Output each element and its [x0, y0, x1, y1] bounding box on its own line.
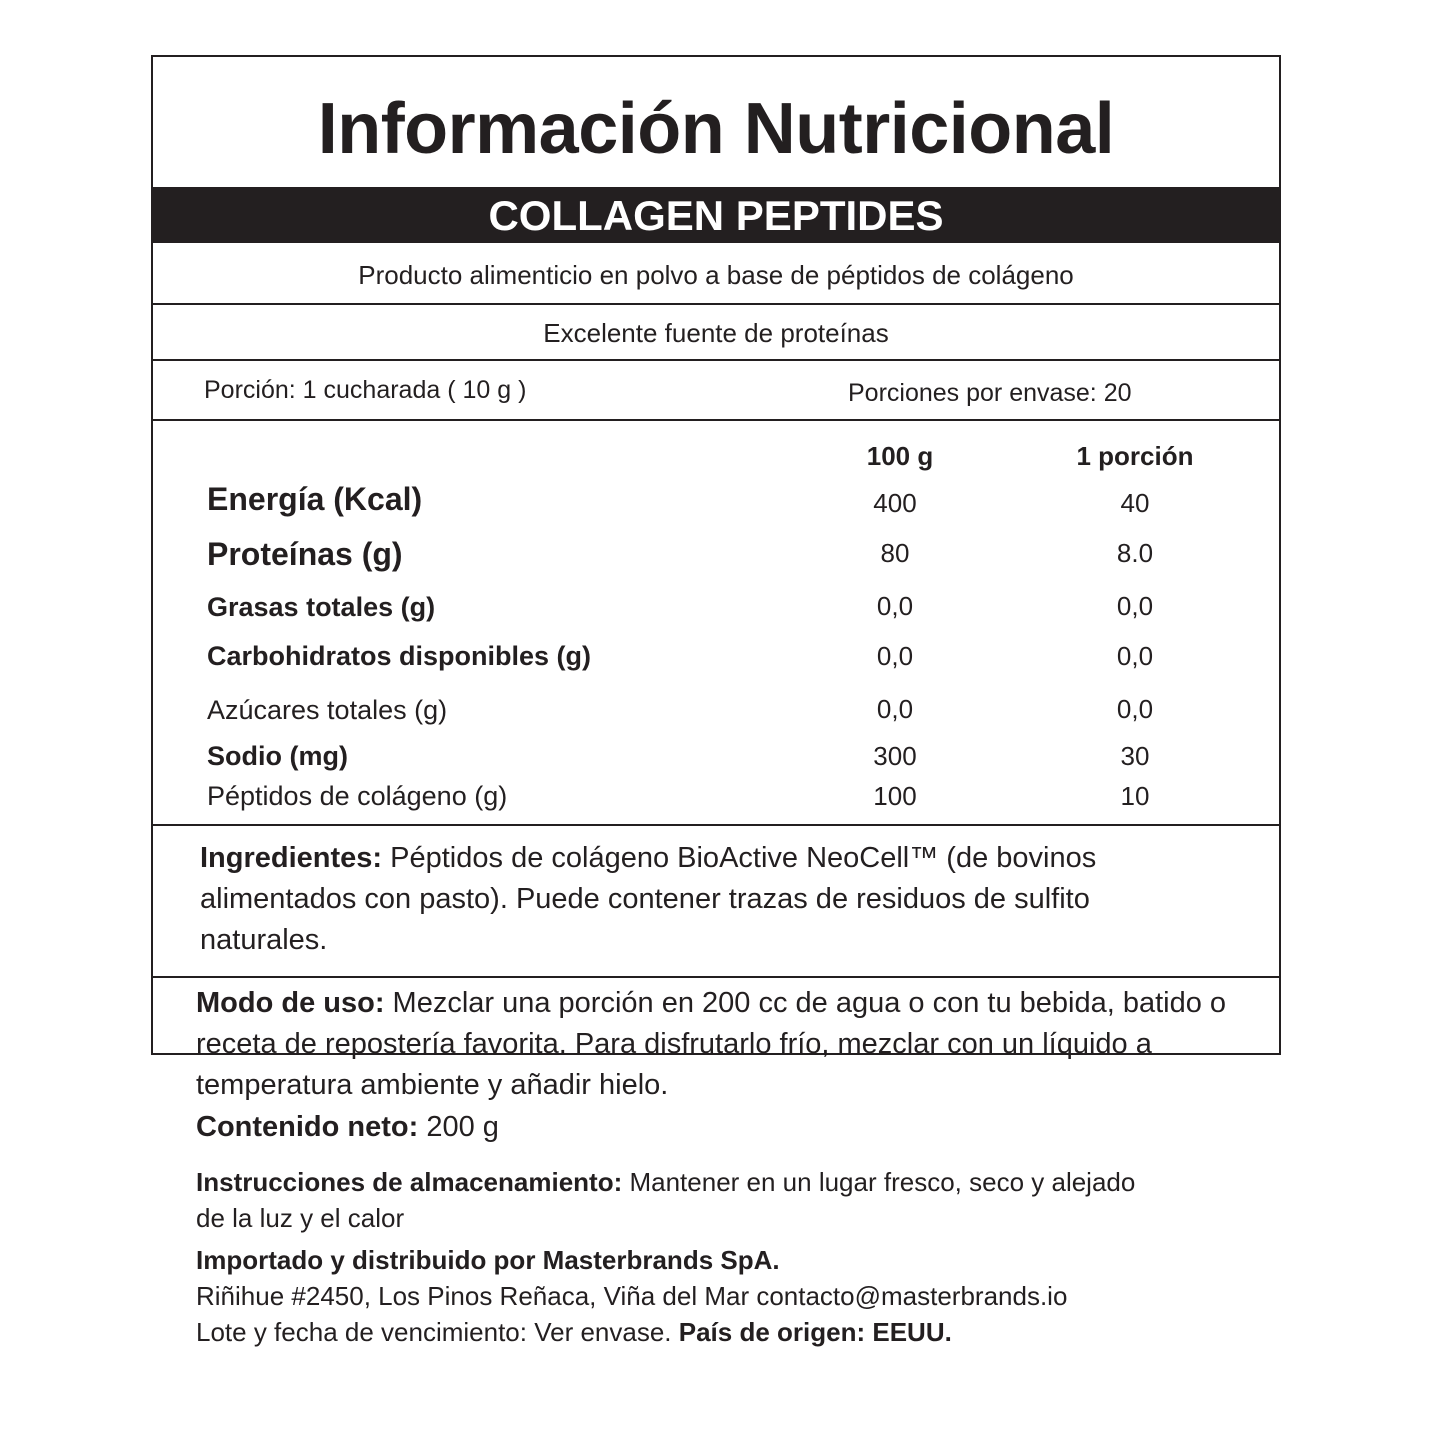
storage-text-line2: de la luz y el calor — [196, 1203, 405, 1233]
net-content-value: 200 g — [418, 1111, 499, 1143]
origin-text: País de origen: EEUU. — [678, 1317, 952, 1347]
nutrient-value-portion: 30 — [1120, 741, 1150, 771]
nutrient-value-100g: 0,0 — [876, 694, 914, 724]
storage-text: Mantener en un lugar fresco, seco y alejado — [622, 1167, 1136, 1197]
nutrient-value-100g: 300 — [873, 741, 917, 771]
nutrient-name: Sodio (mg) — [207, 741, 348, 771]
usage-text: Mezclar una porción en 200 cc de agua o con tu bebida, batido o receta de repostería favorita. Para disfrutarlo frío, mezclar con un líquido a temperatura ambiente y añadir hielo. — [196, 987, 1227, 1101]
nutrient-name: Grasas totales (g) — [207, 592, 436, 622]
divider — [153, 303, 1279, 305]
nutrient-value-100g: 100 — [873, 781, 917, 811]
divider — [153, 359, 1279, 361]
lot-and-origin — [196, 1314, 1271, 1350]
nutrient-value-portion: 10 — [1120, 781, 1150, 811]
usage-label: Modo de uso: — [196, 987, 385, 1019]
nutrient-value-portion: 0,0 — [1116, 641, 1154, 671]
product-description: Producto alimenticio en polvo a base de péptidos de colágeno — [358, 260, 1074, 290]
net-content — [196, 1107, 1271, 1148]
servings-per-container: Porciones por envase: 20 — [848, 379, 1132, 407]
column-header-portion: 1 porción — [1076, 441, 1194, 471]
nutrient-name: Energía (Kcal) — [207, 481, 423, 517]
divider — [153, 419, 1279, 421]
nutrient-value-100g: 0,0 — [876, 591, 914, 621]
nutrient-name: Carbohidratos disponibles (g) — [207, 641, 592, 671]
nutrient-value-portion: 8.0 — [1116, 538, 1154, 568]
nutrient-value-100g: 0,0 — [876, 641, 914, 671]
nutrient-value-portion: 40 — [1120, 488, 1150, 518]
divider — [153, 824, 1279, 826]
net-content-label: Contenido neto: — [196, 1111, 419, 1143]
storage-section — [196, 1164, 1271, 1200]
nutrient-name: Azúcares totales (g) — [207, 695, 448, 725]
ingredients-label: Ingredientes: — [200, 842, 383, 874]
nutrient-name: Proteínas (g) — [207, 536, 403, 572]
product-claim: Excelente fuente de proteínas — [543, 318, 889, 348]
nutrition-label — [151, 55, 1281, 1347]
storage-label: Instrucciones de almacenamiento: — [196, 1167, 623, 1197]
serving-size: Porción: 1 cucharada ( 10 g ) — [204, 376, 527, 404]
column-header-100g: 100 g — [866, 441, 934, 471]
nutrient-value-100g: 400 — [873, 488, 917, 518]
usage-section — [196, 983, 1271, 1106]
label-title: Información Nutricional — [317, 89, 1115, 169]
ingredients-text: Péptidos de colágeno BioActive NeoCell™ (de bovinos alimentados con pasto). Puede contener trazas de residuos de sulfito naturales. — [200, 842, 1097, 956]
importer-label: Importado y distribuido por Masterbrands SpA. — [196, 1245, 780, 1275]
nutrient-value-100g: 80 — [880, 538, 910, 568]
nutrient-value-portion: 0,0 — [1116, 694, 1154, 724]
nutrient-value-portion: 0,0 — [1116, 591, 1154, 621]
product-name-banner: COLLAGEN PEPTIDES — [153, 187, 1279, 243]
ingredients-section — [200, 838, 1200, 961]
importer-address: Riñihue #2450, Los Pinos Reñaca, Viña del Mar contacto@masterbrands.io — [196, 1281, 1068, 1311]
lot-text: Lote y fecha de vencimiento: Ver envase. — [196, 1317, 679, 1347]
divider — [153, 976, 1279, 978]
nutrient-name: Péptidos de colágeno (g) — [207, 781, 508, 811]
